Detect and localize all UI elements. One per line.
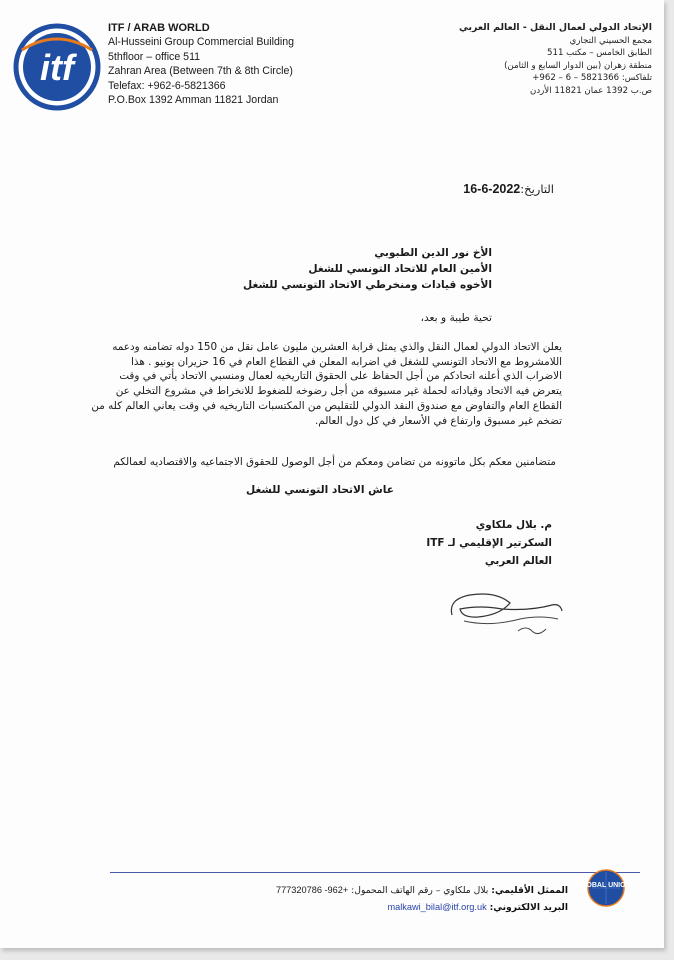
itf-logo — [12, 22, 102, 112]
en-building: Al-Husseini Group Commercial Building — [108, 36, 295, 49]
footer-contact — [276, 882, 568, 916]
ar-pobox: ص.ب 1392 عمان 11821 الأردن — [530, 85, 652, 96]
recipient-line: الأخوه قيادات ومنخرطي الاتحاد التونسي للشغل — [243, 279, 492, 291]
email-label: البريد الالكتروني: — [489, 902, 568, 913]
body-line: اللامشروط مع الاتحاد التونسي للشغل في اضرابه المعلن في القطاع العام في 16 حزيران يونيو . هذا — [130, 355, 562, 368]
en-pobox: P.O.Box 1392 Amman 11821 Jordan — [108, 94, 279, 107]
ar-org-name: الإتحاد الدولي لعمال النقل - العالم العربي — [459, 22, 652, 33]
signatory-region: العالم العربي — [484, 555, 552, 567]
body-line: القطاع العام والتفاوض مع صندوق النقد الدولي للتقليص من المكتسبات التاريخيه في وقت يعاني العالم كله من — [91, 399, 562, 412]
footer-divider — [110, 872, 640, 873]
arabic-address-block — [402, 22, 652, 98]
body-line: الاضراب الذي أعلنه اتحادكم من أجل الحفاظ على الحقوق التاريخيه لعمال ومنسبي الاتحاد يأتي في وقت — [119, 370, 562, 383]
en-floor: 5thfloor – office 511 — [108, 50, 201, 63]
signatory-name: م. بلال ملكاوي — [475, 519, 552, 531]
rep-value: بلال ملكاوي – رقم الهاتف المحمول: — [351, 885, 489, 896]
rep-phone: 777320786 -962+ — [275, 885, 349, 895]
signatory-title: السكرتير الإقليمي لـ ITF — [426, 537, 552, 549]
solidarity-line: متضامنين معكم بكل ماتوونه من تضامن ومعكم من أجل الوصول للحقوق الاجتماعيه والاقتصاديه لعمالكم — [113, 456, 556, 468]
footer-rep-row — [276, 882, 568, 899]
closing-slogan: عاش الاتحاد التونسي للشغل — [245, 484, 394, 496]
letter-date — [463, 182, 554, 196]
en-area: Zahran Area (Between 7th & 8th Circle) — [108, 65, 293, 78]
recipient-block — [243, 245, 492, 293]
date-value: 16-6-2022 — [463, 182, 521, 196]
date-label: التاريخ: — [520, 182, 554, 196]
body-line: يعلن الاتحاد الدولي لعمال النقل والذي يمثل قرابة العشرين مليون عامل نقل من 150 دوله تضامنه ودعمه — [112, 341, 562, 353]
recipient-line: الأمين العام للاتحاد التونسي للشغل — [308, 263, 492, 275]
en-telefax: Telefax: +962-6-5821366 — [108, 79, 226, 92]
body-line: تضخم غير مسبوق وارتفاع في الأسعار في كل دول العالم. — [315, 414, 562, 427]
ar-telefax: تلفاكس: 5821366 – 6 – 962+ — [532, 73, 652, 84]
signatory-block — [426, 516, 552, 570]
english-address-block — [108, 21, 338, 107]
email-link[interactable]: malkawi_bilal@itf.org.uk — [387, 902, 487, 912]
ar-area: منطقة زهران (بين الدوار السابع و الثامن) — [504, 60, 652, 71]
recipient-line: الأخ نور الدين الطبوبي — [374, 247, 492, 259]
en-org-name: ITF / ARAB WORLD — [108, 22, 210, 34]
handwritten-signature — [440, 585, 570, 645]
footer-email-row — [276, 899, 568, 916]
ar-building: مجمع الحسيني التجاري — [569, 35, 652, 46]
badge-text: GLOBAL UNIONS — [576, 882, 636, 889]
body-line: يتعرض فيه الاتحاد وقياداته لحملة غير مسبوقه من أجل رضوخه للضغوط للانخراط في مشروع التخلي عن — [115, 385, 562, 398]
ar-floor: الطابق الخامس – مكتب 511 — [547, 48, 652, 59]
greeting: تحية طيبة و بعد، — [420, 312, 492, 324]
global-unions-logo — [576, 868, 636, 908]
letter-body — [91, 340, 562, 428]
logo-text: itf — [40, 47, 74, 88]
rep-label: الممثل الأقليمي: — [491, 885, 568, 896]
